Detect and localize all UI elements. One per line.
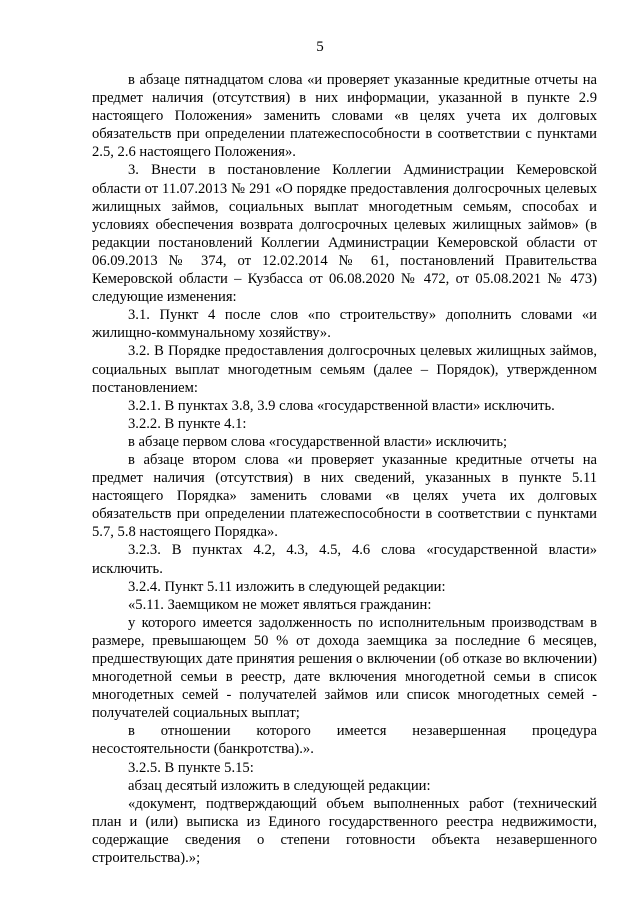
- paragraph: в отношении которого имеется незавершенная процедура несостоятельности (банкротства).».: [92, 723, 597, 758]
- paragraph: 3.1. Пункт 4 после слов «по строительству» дополнить словами «и жилищно-коммунальному хозяйству».: [92, 307, 597, 342]
- paragraph: «документ, подтверждающий объем выполненных работ (технический план и (или) выписка из Единого государственного реестра недвижимости, содержащие сведения о степени готовности объекта незавершенного строительства).»;: [92, 795, 597, 867]
- paragraph: 3.2.1. В пунктах 3.8, 3.9 слова «государственной власти» исключить.: [128, 397, 555, 414]
- paragraph: в абзаце пятнадцатом слова «и проверяет указанные кредитные отчеты на предмет наличия (отсутствия) в них информации, указанной в пункте 2.9 настоящего Положения» заменить словами «в целях учета их долговых обязательств при определении платежеспособности в соответствии с пунктами 2.5, 2.6 настоящего Положения».: [92, 72, 597, 161]
- paragraph: «5.11. Заемщиком не может являться гражданин:: [128, 596, 432, 613]
- paragraph: 3.2.4. Пункт 5.11 изложить в следующей редакции:: [128, 578, 446, 595]
- page-number: 5: [316, 39, 324, 55]
- paragraph: 3.2.5. В пункте 5.15:: [128, 759, 254, 776]
- paragraph: 3. Внести в постановление Коллегии Администрации Кемеровской области от 11.07.2013 № 291 «О порядке предоставления долгосрочных целевых жилищных займов, социальных выплат многодетным семьям, способах и условиях обеспечения возврата долгосрочных целевых жилищных займов» (в редакции постановлений Коллегии Администрации Кемеровской области от 06.09.2013 № 374, от 12.02.2014 № 61, постановлений Правительства Кемеровской области – Кузбасса от 06.08.2020 № 472, от 05.08.2021 № 473) следующие изменения:: [92, 162, 597, 306]
- paragraph: у которого имеется задолженность по исполнительным производствам в размере, превышающем 50 % от дохода заемщика за последние 6 месяцев, предшествующих дате принятия решения о включении (об отказе во включении) многодетной семьи в реестр, дате включения многодетной семьи в список многодетных семей - получателей займов или список многодетных семей - получателей социальных выплат;: [92, 614, 597, 722]
- paragraph: в абзаце первом слова «государственной власти» исключить;: [128, 433, 508, 450]
- paragraph: 3.2.3. В пунктах 4.2, 4.3, 4.5, 4.6 слова «государственной власти» исключить.: [92, 542, 597, 577]
- paragraph: абзац десятый изложить в следующей редакции:: [128, 777, 431, 794]
- paragraph: 3.2.2. В пункте 4.1:: [128, 415, 247, 432]
- paragraph: 3.2. В Порядке предоставления долгосрочных целевых жилищных займов, социальных выплат многодетным семьям (далее – Порядок), утвержденном постановлением:: [92, 343, 597, 396]
- paragraph: в абзаце втором слова «и проверяет указанные кредитные отчеты на предмет наличия (отсутствия) в них сведений, указанных в пункте 5.11 настоящего Порядка» заменить словами «в целях учета их долговых обязательств при определении платежеспособности в соответствии с пунктами 5.7, 5.8 настоящего Порядка».: [92, 451, 597, 541]
- document-body: [92, 71, 597, 867]
